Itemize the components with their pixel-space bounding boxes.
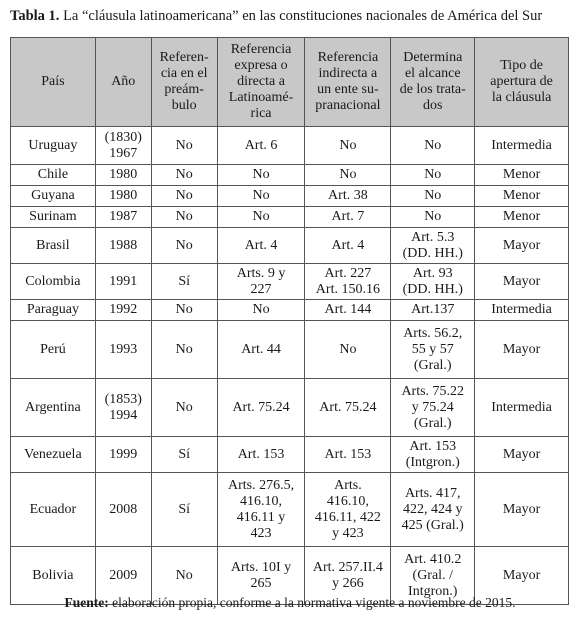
cell-pais: Colombia — [11, 264, 96, 300]
cell-ref-expresa: No — [217, 186, 305, 207]
cell-ref-expresa: Arts. 276.5, 416.10, 416.11 y 423 — [217, 473, 305, 547]
column-header-pais: País — [11, 38, 96, 127]
cell-ref-indirecta: Art. 257.II.4 y 266 — [305, 547, 391, 605]
table-row — [11, 165, 569, 186]
cell-tipo-apertura: Mayor — [475, 228, 569, 264]
caption-label: Tabla 1. — [10, 8, 60, 24]
cell-ref-expresa: No — [217, 300, 305, 321]
cell-alcance-tratados: Arts. 56.2, 55 y 57 (Gral.) — [391, 321, 475, 379]
cell-alcance-tratados: Art. 5.3 (DD. HH.) — [391, 228, 475, 264]
column-header-ref-indirecta: Referencia indirecta a un ente su- pranacional — [305, 38, 391, 127]
cell-ref-indirecta: Art. 144 — [305, 300, 391, 321]
cell-tipo-apertura: Intermedia — [475, 379, 569, 437]
cell-ref-indirecta: Art. 4 — [305, 228, 391, 264]
cell-pais: Venezuela — [11, 437, 96, 473]
cell-ano: (1830) 1967 — [95, 127, 151, 165]
column-header-ano: Año — [95, 38, 151, 127]
table-caption — [10, 8, 542, 25]
cell-pais: Paraguay — [11, 300, 96, 321]
cell-ref-indirecta: Art. 227 Art. 150.16 — [305, 264, 391, 300]
constitutions-table — [10, 37, 569, 605]
cell-preambulo: No — [151, 321, 217, 379]
cell-pais: Guyana — [11, 186, 96, 207]
cell-tipo-apertura: Mayor — [475, 473, 569, 547]
cell-tipo-apertura: Mayor — [475, 547, 569, 605]
cell-preambulo: Sí — [151, 264, 217, 300]
table-row — [11, 127, 569, 165]
cell-ref-expresa: Art. 153 — [217, 437, 305, 473]
cell-ano: 1992 — [95, 300, 151, 321]
column-header-ref-expresa: Referencia expresa o directa a Latinoamé- rica — [217, 38, 305, 127]
cell-ano: 1999 — [95, 437, 151, 473]
cell-ref-indirecta: Art. 153 — [305, 437, 391, 473]
cell-preambulo: No — [151, 165, 217, 186]
cell-alcance-tratados: No — [391, 127, 475, 165]
cell-ref-expresa: Arts. 9 y 227 — [217, 264, 305, 300]
cell-alcance-tratados: Art. 153 (Intgron.) — [391, 437, 475, 473]
cell-ref-expresa: No — [217, 165, 305, 186]
cell-preambulo: No — [151, 300, 217, 321]
cell-tipo-apertura: Menor — [475, 186, 569, 207]
cell-ref-indirecta: Arts. 416.10, 416.11, 422 y 423 — [305, 473, 391, 547]
cell-tipo-apertura: Mayor — [475, 264, 569, 300]
cell-alcance-tratados: Art.137 — [391, 300, 475, 321]
cell-alcance-tratados: Arts. 75.22 y 75.24 (Gral.) — [391, 379, 475, 437]
cell-ref-indirecta: Art. 38 — [305, 186, 391, 207]
cell-ano: 2009 — [95, 547, 151, 605]
cell-tipo-apertura: Menor — [475, 207, 569, 228]
cell-pais: Chile — [11, 165, 96, 186]
cell-ref-expresa: Art. 4 — [217, 228, 305, 264]
column-header-alcance-tratados: Determina el alcance de los trata- dos — [391, 38, 475, 127]
footnote-label: Fuente: — [64, 595, 109, 610]
cell-pais: Argentina — [11, 379, 96, 437]
cell-tipo-apertura: Intermedia — [475, 300, 569, 321]
cell-ref-indirecta: No — [305, 127, 391, 165]
footnote-text: elaboración propia, conforme a la normativa vigente a noviembre de 2015. — [112, 595, 516, 610]
cell-ano: 1987 — [95, 207, 151, 228]
cell-ano: 1980 — [95, 186, 151, 207]
cell-alcance-tratados: No — [391, 207, 475, 228]
cell-alcance-tratados: No — [391, 186, 475, 207]
cell-ano: 1993 — [95, 321, 151, 379]
cell-preambulo: Sí — [151, 473, 217, 547]
cell-preambulo: No — [151, 186, 217, 207]
table-body — [11, 127, 569, 605]
cell-ref-indirecta: Art. 7 — [305, 207, 391, 228]
cell-preambulo: No — [151, 127, 217, 165]
cell-preambulo: No — [151, 379, 217, 437]
table-row — [11, 437, 569, 473]
footnote — [0, 595, 580, 611]
cell-alcance-tratados: No — [391, 165, 475, 186]
cell-ref-indirecta: No — [305, 321, 391, 379]
cell-alcance-tratados: Arts. 417, 422, 424 y 425 (Gral.) — [391, 473, 475, 547]
cell-ref-expresa: Art. 6 — [217, 127, 305, 165]
cell-tipo-apertura: Intermedia — [475, 127, 569, 165]
cell-ref-expresa: Art. 44 — [217, 321, 305, 379]
cell-ano: 1980 — [95, 165, 151, 186]
caption-text: La “cláusula latinoamericana” en las constituciones nacionales de América del Sur — [63, 8, 543, 24]
cell-preambulo: No — [151, 228, 217, 264]
header-row — [11, 38, 569, 127]
cell-tipo-apertura: Mayor — [475, 321, 569, 379]
cell-pais: Brasil — [11, 228, 96, 264]
cell-ano: 1988 — [95, 228, 151, 264]
cell-ref-expresa: Art. 75.24 — [217, 379, 305, 437]
cell-preambulo: Sí — [151, 437, 217, 473]
cell-pais: Perú — [11, 321, 96, 379]
table-row — [11, 264, 569, 300]
table-row — [11, 300, 569, 321]
table-header — [11, 38, 569, 127]
column-header-preambulo: Referen- cia en el preám- bulo — [151, 38, 217, 127]
table-row — [11, 186, 569, 207]
table-row — [11, 207, 569, 228]
cell-ref-expresa: No — [217, 207, 305, 228]
cell-pais: Uruguay — [11, 127, 96, 165]
cell-pais: Surinam — [11, 207, 96, 228]
cell-ano: 2008 — [95, 473, 151, 547]
table-row — [11, 379, 569, 437]
column-header-tipo-apertura: Tipo de apertura de la cláusula — [475, 38, 569, 127]
table-row — [11, 473, 569, 547]
cell-ano: (1853) 1994 — [95, 379, 151, 437]
cell-ano: 1991 — [95, 264, 151, 300]
table-row — [11, 321, 569, 379]
cell-alcance-tratados: Art. 93 (DD. HH.) — [391, 264, 475, 300]
cell-tipo-apertura: Mayor — [475, 437, 569, 473]
cell-alcance-tratados: Art. 410.2 (Gral. / Intgron.) — [391, 547, 475, 605]
cell-tipo-apertura: Menor — [475, 165, 569, 186]
cell-pais: Bolivia — [11, 547, 96, 605]
cell-ref-indirecta: No — [305, 165, 391, 186]
cell-ref-expresa: Arts. 10I y 265 — [217, 547, 305, 605]
cell-ref-indirecta: Art. 75.24 — [305, 379, 391, 437]
table-row — [11, 228, 569, 264]
cell-preambulo: No — [151, 547, 217, 605]
cell-preambulo: No — [151, 207, 217, 228]
cell-pais: Ecuador — [11, 473, 96, 547]
